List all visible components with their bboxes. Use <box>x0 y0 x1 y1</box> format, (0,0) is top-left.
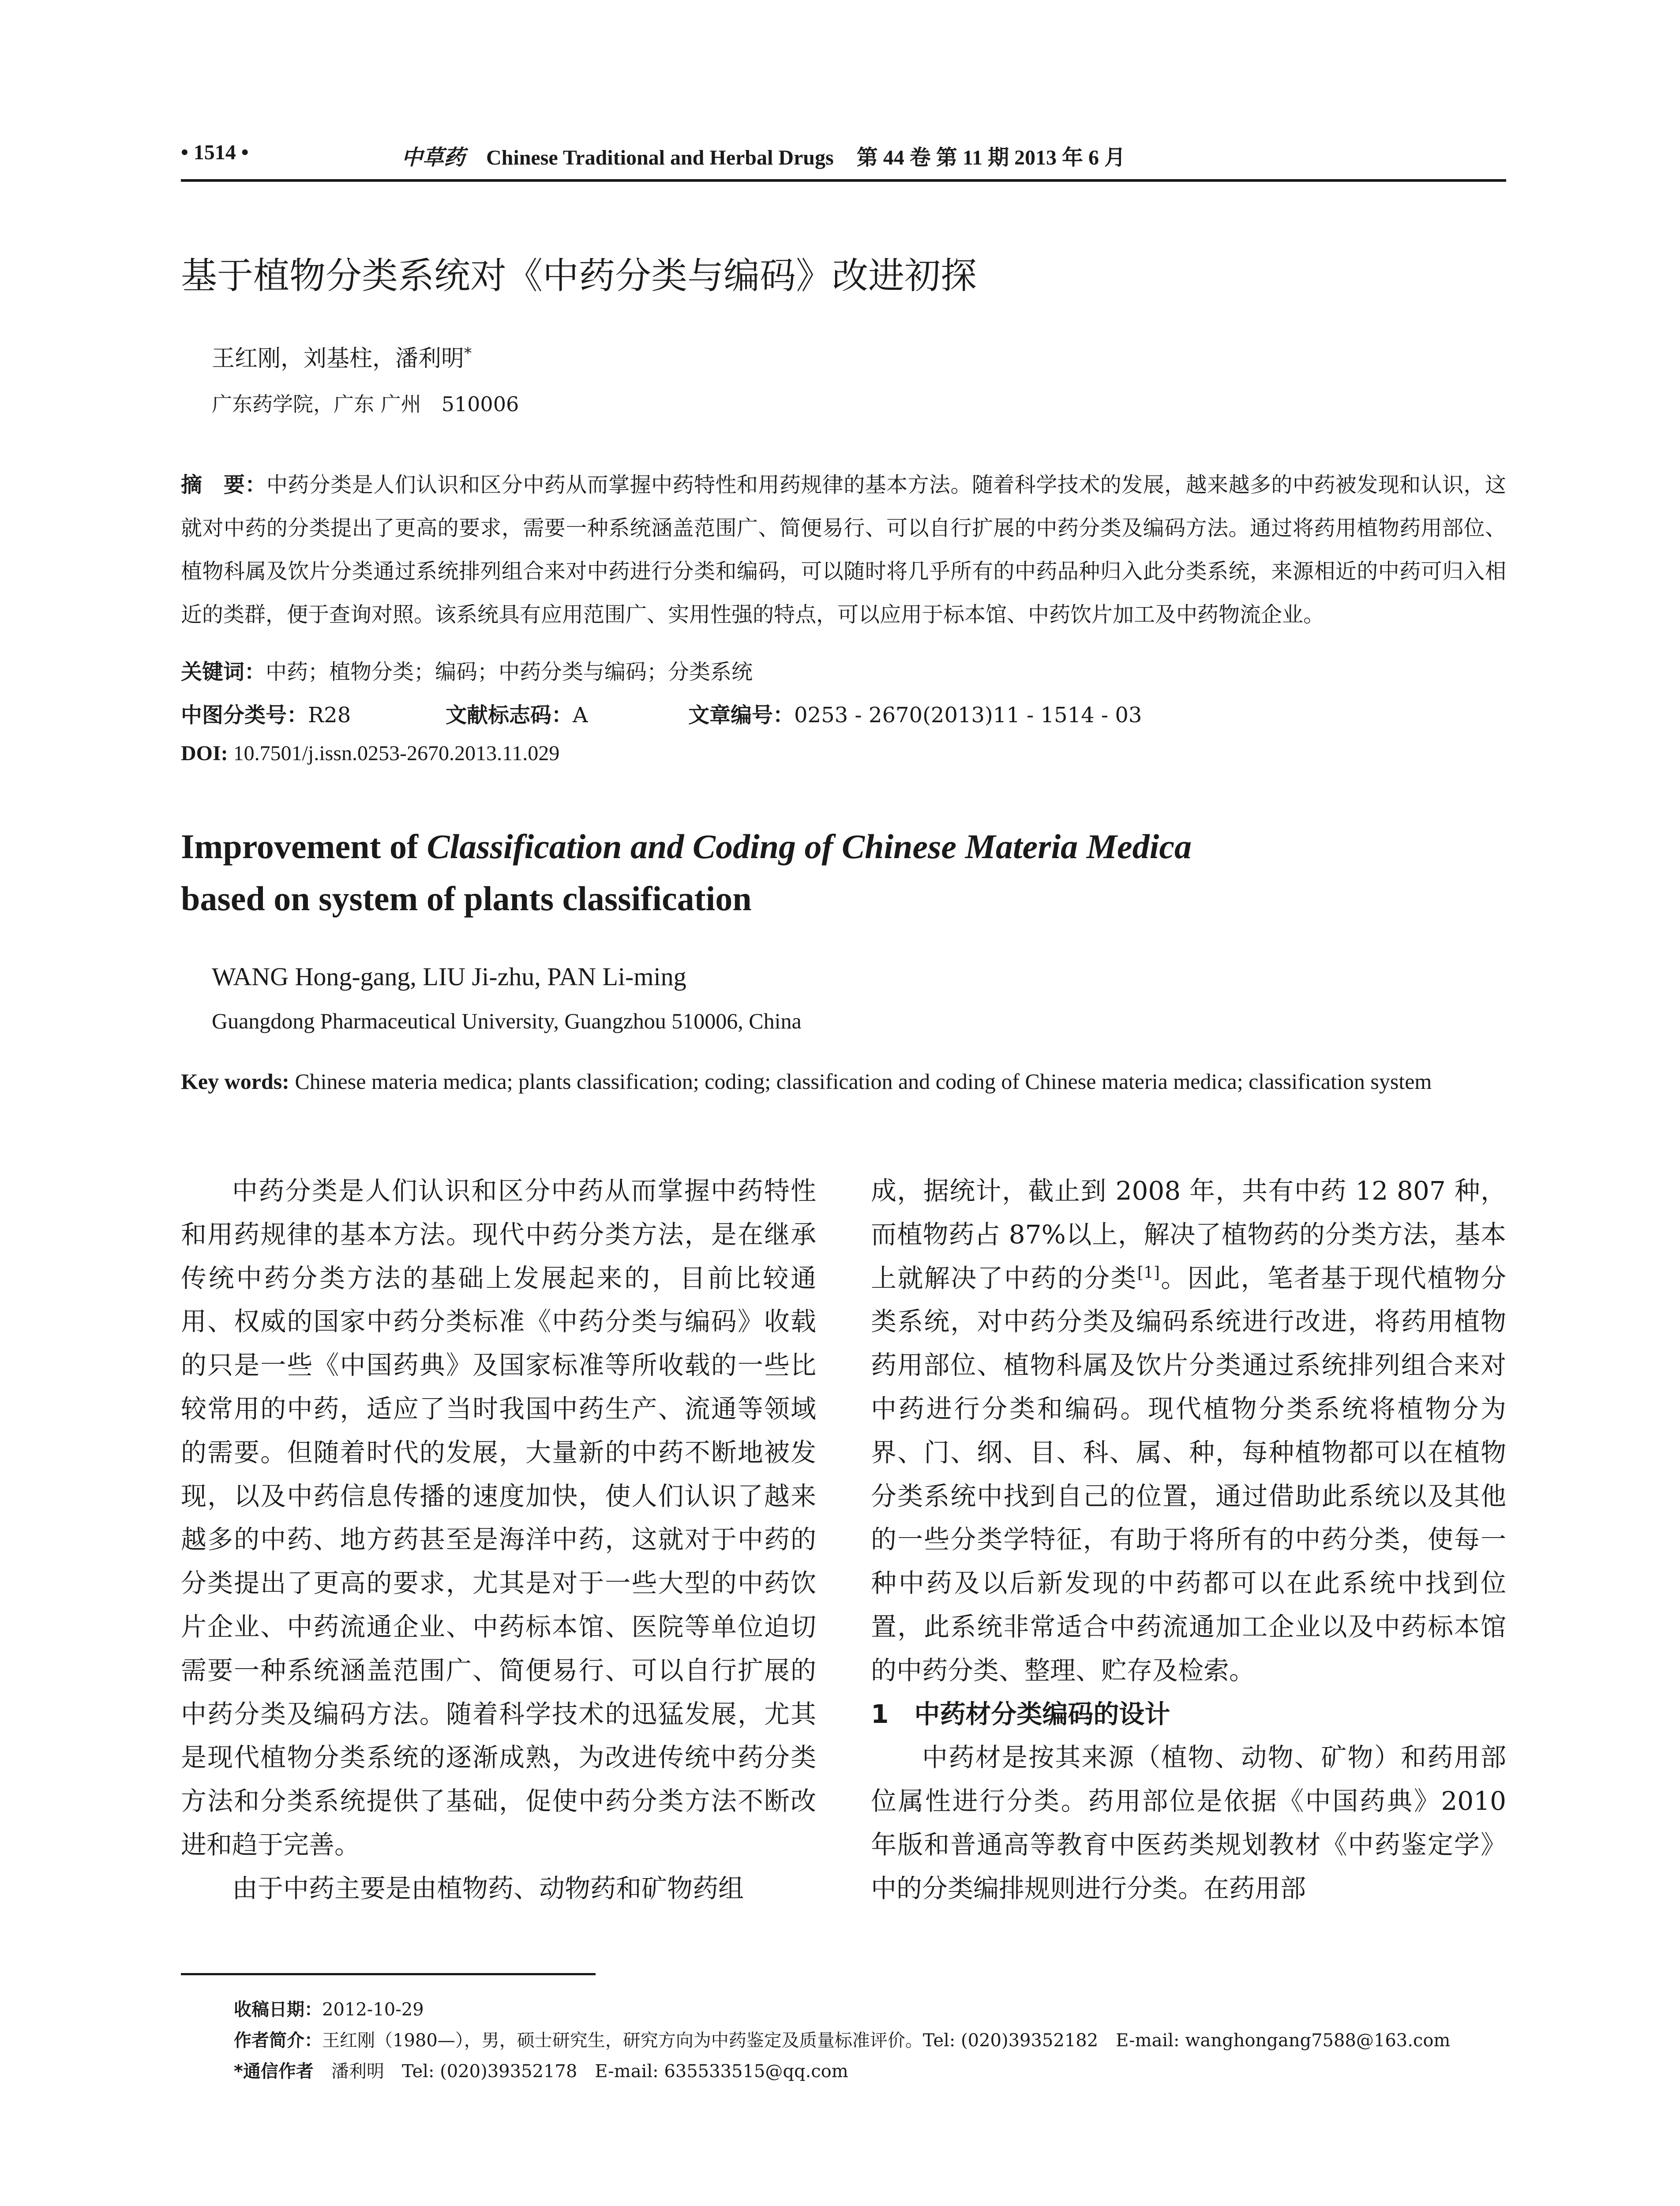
footnote-correspondence <box>234 2056 1509 2087</box>
body-paragraph-continued <box>871 1169 1506 1692</box>
abstract-cn <box>181 463 1506 636</box>
doi-value: 10.7501/j.issn.0253-2670.2013.11.029 <box>233 742 560 765</box>
keywords-en-text: Chinese materia medica; plants classification; coding; classification and coding of Chinese materia medica; classification system <box>295 1069 1432 1094</box>
page-number: • 1514 • <box>181 141 249 164</box>
correspondence-label: *通信作者 <box>234 2061 314 2082</box>
footnotes <box>234 1994 1509 2087</box>
keywords-text: 中药；植物分类；编码；中药分类与编码；分类系统 <box>266 660 753 684</box>
affiliation-en: Guangdong Pharmaceutical University, Guangzhou 510006, China <box>212 1009 802 1033</box>
correspondence-value: 潘利明 Tel: (020)39352178 E-mail: 635533515@qq.com <box>331 2061 848 2082</box>
keywords-label: 关键词： <box>181 660 266 684</box>
section-heading: 1 中药材分类编码的设计 <box>871 1699 1170 1729</box>
article-number <box>688 698 1142 728</box>
title-en-part1: Improvement of <box>181 827 427 866</box>
keywords-en-label: Key words: <box>181 1069 289 1094</box>
abstract-text: 中药分类是人们认识和区分中药从而掌握中药特性和用药规律的基本方法。随着科学技术的发展，越来越多的中药被发现和认识，这就对中药的分类提出了更高的要求，需要一种系统涵盖范围广、简便易行、可以自行扩展的中药分类及编码方法。通过将药用植物药用部位、植物科属及饮片分类通过系统排列组合来对中药进行分类和编码，可以随时将几乎所有的中药品种归入此分类系统，来源相近的中药可归入相近的类群，便于查询对照。该系统具有应用范围广、实用性强的特点，可以应用于标本馆、中药饮片加工及中药物流企业。 <box>181 473 1506 627</box>
authors-en: WANG Hong-gang, LIU Ji-zhu, PAN Li-ming <box>212 962 686 991</box>
reference-mark: [1] <box>1137 1264 1160 1282</box>
body-column-right <box>871 1169 1506 1910</box>
running-header <box>181 140 1506 176</box>
title-en-part3: based on system of plants classification <box>181 879 752 918</box>
doi-label: DOI: <box>181 742 228 765</box>
body-paragraph: 由于中药主要是由植物药、动物药和矿物药组 <box>232 1873 744 1903</box>
doc-value: A <box>573 703 588 728</box>
header-rule <box>181 179 1506 182</box>
abstract-label: 摘 要： <box>181 473 266 497</box>
clc-value: R28 <box>308 703 351 728</box>
title-en-italic: Classification and Coding of Chinese Materia Medica <box>427 827 1192 866</box>
clc-code <box>181 698 351 728</box>
article-value: 0253 - 2670(2013)11 - 1514 - 03 <box>794 703 1142 728</box>
author-bio-value: 王红刚（1980—），男，硕士研究生，研究方向为中药鉴定及质量标准评价。Tel: (020)39352182 E-mail: wanghongang7588@163.com <box>322 2030 1451 2051</box>
body-paragraph: 中药分类是人们认识和区分中药从而掌握中药特性和用药规律的基本方法。现代中药分类方法，是在继承传统中药分类方法的基础上发展起来的，目前比较通用、权威的国家中药分类标准《中药分类与编码》收载的只是一些《中国药典》及国家标准等所收载的一些比较常用的中药，适应了当时我国中药生产、流通等领域的需要。但随着时代的发展，大量新的中药不断地被发现，以及中药信息传播的速度加快，使人们认识了越来越多的中药、地方药甚至是海洋中药，这就对于中药的分类提出了更高的要求，尤其是对于一些大型的中药饮片企业、中药流通企业、中药标本馆、医院等单位迫切需要一种系统涵盖范围广、简便易行、可以自行扩展的中药分类及编码方法。随着科学技术的迅猛发展，尤其是现代植物分类系统的逐渐成熟，为改进传统中药分类方法和分类系统提供了基础，促使中药分类方法不断改进和趋于完善。 <box>181 1176 816 1860</box>
document-code <box>446 698 588 728</box>
keywords-en <box>181 1061 1506 1102</box>
authors-cn-names: 王红刚，刘基柱，潘利明 <box>212 345 465 372</box>
article-title-en <box>181 821 1506 925</box>
article-label: 文章编号： <box>688 703 795 728</box>
authors-cn <box>212 340 472 373</box>
received-label: 收稿日期： <box>234 2000 322 2020</box>
corresponding-mark: * <box>464 344 472 362</box>
body-paragraph: 中药材是按其来源（植物、动物、矿物）和药用部位属性进行分类。药用部位是依据《中国药典》2010 年版和普通高等教育中医药类规划教材《中药鉴定学》中的分类编排规则进行分类。在药用部 <box>871 1742 1506 1903</box>
journal-name-cn: 中草药 <box>401 145 465 170</box>
article-title-cn: 基于植物分类系统对《中药分类与编码》改进初探 <box>181 255 977 297</box>
issue-info: 第 44 卷 第 11 期 2013 年 6 月 <box>856 146 1126 169</box>
received-value: 2012-10-29 <box>322 2000 424 2020</box>
doc-label: 文献标志码： <box>446 703 573 728</box>
body-column-left <box>181 1169 816 1910</box>
journal-name-en: Chinese Traditional and Herbal Drugs <box>486 146 834 169</box>
doi-line <box>181 741 559 765</box>
classification-line <box>181 698 1506 729</box>
clc-label: 中图分类号： <box>181 703 308 728</box>
footnote-rule <box>181 1973 596 1975</box>
journal-info <box>401 140 1125 171</box>
footnote-received <box>234 1994 1509 2025</box>
keywords-cn <box>181 655 753 685</box>
footnote-author <box>234 2025 1509 2056</box>
paragraph-text: 成，据统计，截止到 2008 年，共有中药 12 807 种，而植物药占 87%以上，解决了植物药的分类方法，基本上就解决了中药的分类 <box>871 1176 1506 1293</box>
author-bio-label: 作者简介： <box>234 2030 322 2051</box>
paragraph-text: 。因此，笔者基于现代植物分类系统，对中药分类及编码系统进行改进，将药用植物药用部位、植物科属及饮片分类通过系统排列组合来对中药进行分类和编码。现代植物分类系统将植物分为界、门、纲、目、科、属、种，每种植物都可以在植物分类系统中找到自己的位置，通过借助此系统以及其他的一些分类学特征，有助于将所有的中药分类，使每一种中药及以后新发现的中药都可以在此系统中找到位置，此系统非常适合中药流通加工企业以及中药标本馆的中药分类、整理、贮存及检索。 <box>871 1263 1506 1685</box>
affiliation-cn: 广东药学院，广东 广州 510006 <box>212 392 519 416</box>
